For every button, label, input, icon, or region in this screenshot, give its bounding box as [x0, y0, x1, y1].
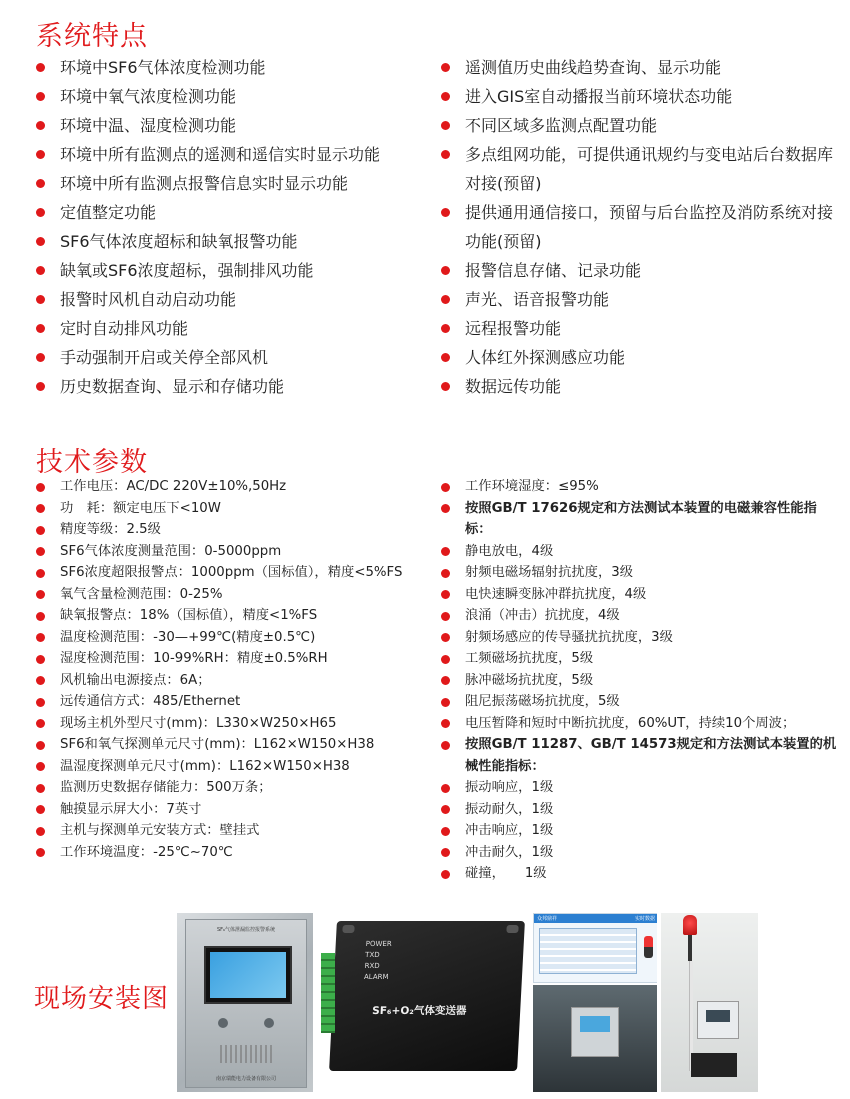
photo-realtime-display	[533, 913, 657, 1092]
list-item-text: 环境中所有监测点报警信息实时显示功能	[60, 174, 349, 193]
installed-unit-photo	[533, 985, 657, 1092]
list-item-text: 温度检测范围：-30—+99℃(精度±0.5℃)	[60, 629, 316, 645]
list-item-text: SF6浓度超限报警点：1000ppm（国标值），精度<5%FS	[60, 565, 403, 580]
list-item	[36, 648, 428, 670]
list-item	[441, 343, 836, 372]
detector-unit	[697, 1001, 739, 1039]
install-title: 现场安装图	[34, 984, 170, 1014]
list-item	[441, 713, 839, 735]
bullet-icon	[441, 698, 450, 707]
list-item	[36, 498, 428, 520]
list-item-text: 工作环境湿度：≤95%	[465, 479, 599, 494]
bullet-icon	[36, 266, 45, 275]
list-item	[441, 476, 839, 498]
list-item	[36, 169, 444, 198]
bullet-icon	[441, 676, 450, 685]
list-item-text: 进入GIS室自动播报当前环境状态功能	[465, 87, 733, 106]
list-item	[441, 584, 839, 606]
list-item-text: 不同区域多监测点配置功能	[465, 116, 658, 135]
list-item-text: 报警时风机自动启动功能	[60, 290, 237, 309]
list-item	[36, 777, 428, 799]
list-item-text: 阻尼振荡磁场抗扰度，5级	[465, 694, 620, 709]
list-item-text: 遥测值历史曲线趋势查询、显示功能	[465, 58, 722, 77]
bullet-icon	[36, 324, 45, 333]
bullet-icon	[36, 547, 45, 556]
list-item-text: 射频电磁场辐射抗扰度，3级	[465, 565, 634, 580]
bullet-icon	[441, 63, 450, 72]
bullet-icon	[36, 382, 45, 391]
bullet-icon	[36, 208, 45, 217]
bullet-icon	[36, 526, 45, 535]
bullet-icon	[441, 590, 450, 599]
list-item-text: 声光、语音报警功能	[465, 290, 610, 309]
bullet-icon	[441, 612, 450, 621]
list-item-text: 远传通信方式：485/Ethernet	[60, 694, 241, 709]
bullet-icon	[36, 848, 45, 857]
display-header	[534, 914, 657, 923]
specs-list-right	[441, 476, 839, 885]
list-item	[441, 285, 836, 314]
features-list-left	[36, 53, 444, 401]
bullet-icon	[441, 633, 450, 642]
list-item	[36, 820, 428, 842]
list-item	[36, 541, 428, 563]
list-item-text: SF6和氧气探测单元尺寸(mm)：L162×W150×H38	[60, 737, 375, 752]
list-item	[36, 734, 428, 756]
photo-gas-transmitter	[317, 913, 529, 1092]
display-logo: 众邦鼎祥	[537, 916, 558, 922]
list-item	[36, 584, 428, 606]
detector-screen	[706, 1010, 730, 1022]
list-item	[441, 799, 839, 821]
list-item-text: 监测历史数据存储能力：500万条；	[60, 780, 272, 795]
bullet-icon	[441, 266, 450, 275]
list-item-text: 风机输出电源接点：6A；	[60, 672, 211, 688]
bullet-icon	[441, 150, 450, 159]
cabinet-footer: 南京瑞能电力设备有限公司	[215, 1076, 276, 1082]
list-item	[36, 82, 444, 111]
bullet-icon	[441, 382, 450, 391]
bullet-icon	[441, 92, 450, 101]
bullet-icon	[36, 483, 45, 492]
led-indicators	[364, 939, 392, 983]
list-item-text: 环境中温、湿度检测功能	[60, 116, 237, 135]
list-item	[441, 691, 839, 713]
bullet-icon	[36, 121, 45, 130]
bullet-icon	[36, 353, 45, 362]
bullet-icon	[36, 762, 45, 771]
list-item-text: 数据远传功能	[465, 377, 562, 396]
list-item	[441, 734, 839, 777]
bullet-icon	[36, 655, 45, 664]
bullet-icon	[36, 179, 45, 188]
list-item-text: 定值整定功能	[60, 203, 157, 222]
list-item-text: 报警信息存储、记录功能	[465, 261, 642, 280]
bullet-icon	[36, 590, 45, 599]
bullet-icon	[441, 295, 450, 304]
led-label: POWER	[365, 940, 392, 948]
photo-monitor-cabinet	[177, 913, 313, 1092]
bullet-icon	[441, 569, 450, 578]
list-item-text: 湿度检测范围：10-99%RH：精度±0.5%RH	[60, 651, 328, 666]
list-item	[441, 627, 839, 649]
list-item	[36, 53, 444, 82]
list-item	[441, 605, 839, 627]
bullet-icon	[441, 805, 450, 814]
list-item-text: 远程报警功能	[465, 319, 562, 338]
list-item	[36, 256, 444, 285]
list-item	[36, 562, 428, 584]
list-item-text: 浪涌（冲击）抗扰度，4级	[465, 608, 620, 623]
features-list-right	[441, 53, 836, 401]
installed-unit-screen	[580, 1016, 610, 1032]
cabinet-header: SF₆气体泄漏监控报警系统	[216, 927, 276, 933]
bullet-icon	[36, 92, 45, 101]
list-item	[441, 498, 839, 541]
list-item	[36, 756, 428, 778]
list-item-text: 触摸显示屏大小：7英寸	[60, 801, 202, 817]
screen-content	[210, 952, 286, 998]
display-table	[539, 928, 637, 974]
list-item-text: 现场主机外型尺寸(mm)：L330×W250×H65	[60, 715, 337, 731]
list-item	[36, 842, 428, 864]
bullet-icon	[441, 870, 450, 879]
list-item	[36, 227, 444, 256]
list-item-text: 静电放电，4级	[465, 543, 554, 559]
list-item	[36, 713, 428, 735]
list-item	[441, 256, 836, 285]
cabinet-panel	[185, 919, 307, 1088]
transmitter-body	[329, 921, 525, 1071]
list-item-text: 工频磁场抗扰度，5级	[465, 651, 594, 666]
led-label: ALARM	[363, 973, 389, 981]
list-item	[36, 314, 444, 343]
bullet-icon	[441, 504, 450, 513]
list-item	[441, 372, 836, 401]
bullet-icon	[36, 150, 45, 159]
list-item	[441, 648, 839, 670]
list-item-text: 人体红外探测感应功能	[465, 348, 626, 367]
list-item	[36, 140, 444, 169]
cabinet-grille	[220, 1045, 272, 1063]
list-item-text: 工作电压：AC/DC 220V±10%,50Hz	[60, 479, 287, 494]
installed-unit	[571, 1007, 619, 1057]
bullet-icon	[441, 848, 450, 857]
led-label: TXD	[364, 951, 380, 959]
display-tag: 实时数据	[634, 916, 655, 922]
list-item-text: 射频场感应的传导骚扰抗扰度，3级	[465, 629, 673, 645]
bullet-icon	[36, 633, 45, 642]
specs-title: 技术参数	[36, 447, 148, 478]
bullet-icon	[441, 208, 450, 217]
list-item-text: 电压暂降和短时中断抗扰度，60%UT，持续10个周波；	[465, 715, 796, 731]
list-item-text: 多点组网功能，可提供通讯规约与变电站后台数据库对接(预留)	[465, 145, 834, 193]
list-item	[36, 343, 444, 372]
list-item	[441, 541, 839, 563]
list-item-text: 氧气含量检测范围：0-25%	[60, 586, 223, 602]
bullet-icon	[441, 324, 450, 333]
bullet-icon	[36, 569, 45, 578]
bullet-icon	[36, 63, 45, 72]
list-item	[441, 842, 839, 864]
list-item-text: 环境中SF6气体浓度检测功能	[60, 58, 266, 77]
list-item-text: 环境中所有监测点的遥测和遥信实时显示功能	[60, 145, 381, 164]
cabinet-button-left	[218, 1018, 228, 1028]
list-item-text: 主机与探测单元安装方式：壁挂式	[60, 823, 260, 838]
list-item	[36, 476, 428, 498]
list-item	[441, 82, 836, 111]
list-item-text: 精度等级：2.5级	[60, 522, 161, 537]
bullet-icon	[441, 483, 450, 492]
list-item-text: 按照GB/T 17626规定和方法测试本装置的电磁兼容性能指标：	[465, 500, 817, 537]
bullet-icon	[36, 784, 45, 793]
list-item-text: 缺氧或SF6浓度超标，强制排风功能	[60, 261, 314, 280]
list-item-text: 冲击耐久，1级	[465, 844, 554, 860]
terminal-block	[321, 953, 335, 1033]
list-item	[441, 314, 836, 343]
list-item-text: 振动响应，1级	[465, 780, 554, 795]
list-item	[441, 820, 839, 842]
beacon-pole	[688, 935, 692, 961]
list-item-text: 电快速瞬变脉冲群抗扰度，4级	[465, 586, 647, 602]
display-screenshot	[533, 913, 657, 983]
list-item	[36, 111, 444, 140]
specs-list-left	[36, 476, 428, 863]
touch-screen	[204, 946, 292, 1004]
list-item-text: 功 耗：额定电压下<10W	[60, 500, 221, 516]
features-title: 系统特点	[36, 21, 148, 52]
list-item	[441, 53, 836, 82]
bullet-icon	[36, 827, 45, 836]
list-item-text: 历史数据查询、显示和存储功能	[60, 377, 285, 396]
bullet-icon	[441, 353, 450, 362]
bullet-icon	[36, 295, 45, 304]
list-item	[36, 372, 444, 401]
bullet-icon	[36, 612, 45, 621]
list-item-text: 振动耐久，1级	[465, 801, 554, 817]
bullet-icon	[441, 827, 450, 836]
cabinet-button-right	[264, 1018, 274, 1028]
alarm-beacon	[683, 915, 697, 935]
bullet-icon	[36, 504, 45, 513]
list-item-text: 环境中氧气浓度检测功能	[60, 87, 237, 106]
list-item	[36, 285, 444, 314]
transmitter-label: SF₆+O₂气体变送器	[371, 1005, 467, 1017]
list-item-text: SF6气体浓度测量范围：0-5000ppm	[60, 543, 282, 559]
list-item-text: 提供通用通信接口，预留与后台监控及消防系统对接功能(预留)	[465, 203, 834, 251]
list-item	[36, 605, 428, 627]
bullet-icon	[441, 784, 450, 793]
list-item-text: 碰撞， 1级	[465, 866, 547, 881]
list-item-text: SF6气体浓度超标和缺氧报警功能	[60, 232, 298, 251]
list-item	[441, 863, 839, 885]
bullet-icon	[441, 547, 450, 556]
photo-wall-detector	[661, 913, 758, 1092]
bullet-icon	[441, 741, 450, 750]
bullet-icon	[36, 741, 45, 750]
list-item-text: 缺氧报警点：18%（国标值），精度<1%FS	[60, 608, 318, 623]
list-item-text: 手动强制开启或关停全部风机	[60, 348, 269, 367]
list-item	[36, 627, 428, 649]
bullet-icon	[441, 655, 450, 664]
bullet-icon	[36, 698, 45, 707]
display-alarm-light	[644, 936, 653, 958]
mount-hole-left	[342, 925, 354, 933]
bullet-icon	[36, 237, 45, 246]
mount-hole-right	[506, 925, 518, 933]
bullet-icon	[36, 805, 45, 814]
list-item	[441, 777, 839, 799]
list-item-text: 定时自动排风功能	[60, 319, 189, 338]
bullet-icon	[441, 719, 450, 728]
list-item	[441, 562, 839, 584]
list-item	[441, 111, 836, 140]
detector-box	[691, 1053, 737, 1077]
list-item-text: 温湿度探测单元尺寸(mm)：L162×W150×H38	[60, 758, 350, 774]
bullet-icon	[36, 719, 45, 728]
list-item	[36, 670, 428, 692]
list-item-text: 冲击响应，1级	[465, 823, 554, 838]
bullet-icon	[441, 121, 450, 130]
bullet-icon	[36, 676, 45, 685]
list-item	[36, 519, 428, 541]
list-item	[36, 198, 444, 227]
list-item	[36, 691, 428, 713]
list-item-text: 工作环境温度：-25℃~70℃	[60, 844, 233, 860]
list-item	[441, 198, 836, 256]
list-item-text: 按照GB/T 11287、GB/T 14573规定和方法测试本装置的机械性能指标：	[465, 737, 837, 774]
list-item	[441, 140, 836, 198]
led-label: RXD	[364, 962, 380, 970]
list-item	[36, 799, 428, 821]
list-item-text: 脉冲磁场抗扰度，5级	[465, 672, 594, 688]
list-item	[441, 670, 839, 692]
